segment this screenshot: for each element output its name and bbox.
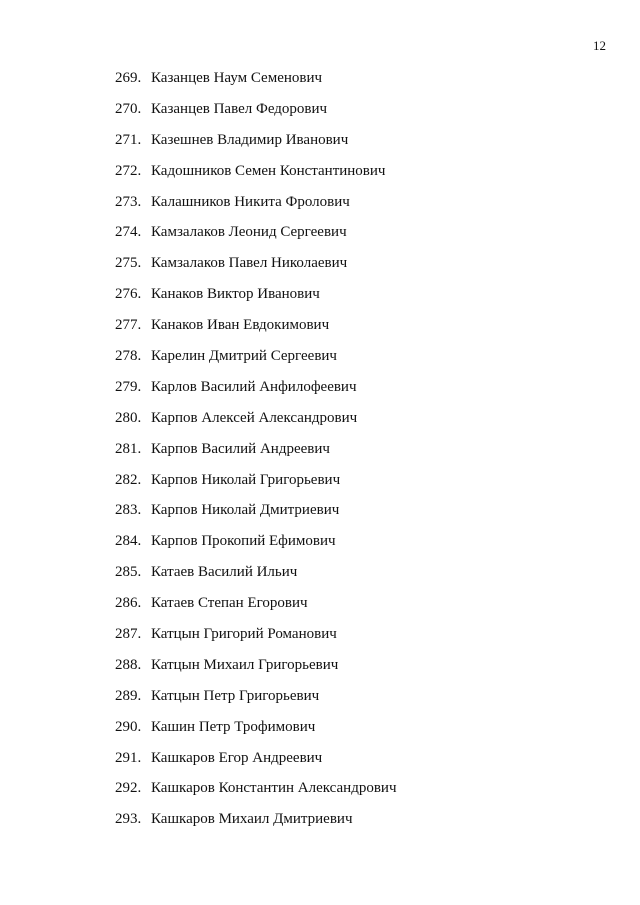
entry-number: 286. [115, 595, 142, 612]
entry-name: Карлов Василий Анфилофеевич [151, 378, 357, 395]
list-item [115, 284, 397, 315]
entry-number: 270. [115, 100, 142, 117]
entry-number: 293. [115, 811, 142, 828]
list-item [115, 68, 397, 99]
list-item [115, 439, 397, 470]
entry-name: Казанцев Павел Федорович [151, 100, 328, 117]
entry-number: 289. [115, 687, 142, 704]
list-item [115, 315, 397, 346]
entry-name: Кашкаров Константин Александрович [151, 780, 397, 797]
entry-number: 281. [115, 440, 142, 457]
list-item [115, 192, 397, 223]
list-item [115, 686, 397, 717]
entry-number: 278. [115, 348, 142, 365]
list-item [115, 593, 397, 624]
entry-number: 288. [115, 656, 142, 673]
entry-name: Калашников Никита Фролович [151, 193, 350, 210]
entry-number: 283. [115, 502, 142, 519]
entry-name: Карелин Дмитрий Сергеевич [151, 348, 337, 365]
name-list [115, 68, 397, 840]
entry-name: Канаков Иван Евдокимович [151, 317, 330, 334]
list-item [115, 253, 397, 284]
entry-number: 274. [115, 224, 142, 241]
entry-name: Карпов Николай Григорьевич [151, 471, 341, 488]
entry-name: Карпов Алексей Александрович [151, 409, 358, 426]
entry-name: Катаев Василий Ильич [151, 564, 298, 581]
entry-number: 277. [115, 317, 142, 334]
list-item [115, 500, 397, 531]
entry-name: Кашкаров Егор Андреевич [151, 749, 323, 766]
list-item [115, 161, 397, 192]
entry-number: 273. [115, 193, 142, 210]
entry-number: 292. [115, 780, 142, 797]
entry-number: 279. [115, 378, 142, 395]
list-item [115, 346, 397, 377]
entry-number: 271. [115, 131, 142, 148]
entry-name: Камзалаков Леонид Сергеевич [151, 224, 347, 241]
entry-name: Казанцев Наум Семенович [151, 70, 323, 86]
entry-name: Катаев Степан Егорович [151, 595, 308, 612]
entry-number: 276. [115, 286, 142, 303]
entry-number: 291. [115, 749, 142, 766]
entry-number: 280. [115, 409, 142, 426]
list-item [115, 809, 397, 840]
list-item [115, 408, 397, 439]
entry-name: Карпов Прокопий Ефимович [151, 533, 336, 550]
entry-name: Катцын Григорий Романович [151, 626, 337, 643]
list-item [115, 377, 397, 408]
entry-number: 269. [115, 70, 142, 86]
entry-number: 285. [115, 564, 142, 581]
list-item [115, 562, 397, 593]
list-item [115, 778, 397, 809]
entry-number: 284. [115, 533, 142, 550]
list-item [115, 222, 397, 253]
entry-number: 282. [115, 471, 142, 488]
list-item [115, 99, 397, 130]
entry-name: Катцын Петр Григорьевич [151, 687, 320, 704]
list-item [115, 717, 397, 748]
list-item [115, 748, 397, 779]
entry-name: Казешнев Владимир Иванович [151, 131, 349, 148]
entry-number: 290. [115, 718, 142, 735]
entry-name: Кашин Петр Трофимович [151, 718, 316, 735]
entry-name: Карпов Василий Андреевич [151, 440, 330, 457]
list-item [115, 624, 397, 655]
entry-name: Катцын Михаил Григорьевич [151, 656, 339, 673]
list-item [115, 655, 397, 686]
entry-number: 275. [115, 255, 142, 272]
entry-name: Кадошников Семен Константинович [151, 162, 386, 179]
entry-number: 287. [115, 626, 142, 643]
entry-number: 272. [115, 162, 142, 179]
entry-name: Камзалаков Павел Николаевич [151, 255, 348, 272]
entry-name: Карпов Николай Дмитриевич [151, 502, 340, 519]
list-item [115, 531, 397, 562]
list-item [115, 130, 397, 161]
list-item [115, 470, 397, 501]
entry-name: Канаков Виктор Иванович [151, 286, 320, 303]
entry-name: Кашкаров Михаил Дмитриевич [151, 811, 353, 828]
page-number: 12 [593, 38, 606, 53]
